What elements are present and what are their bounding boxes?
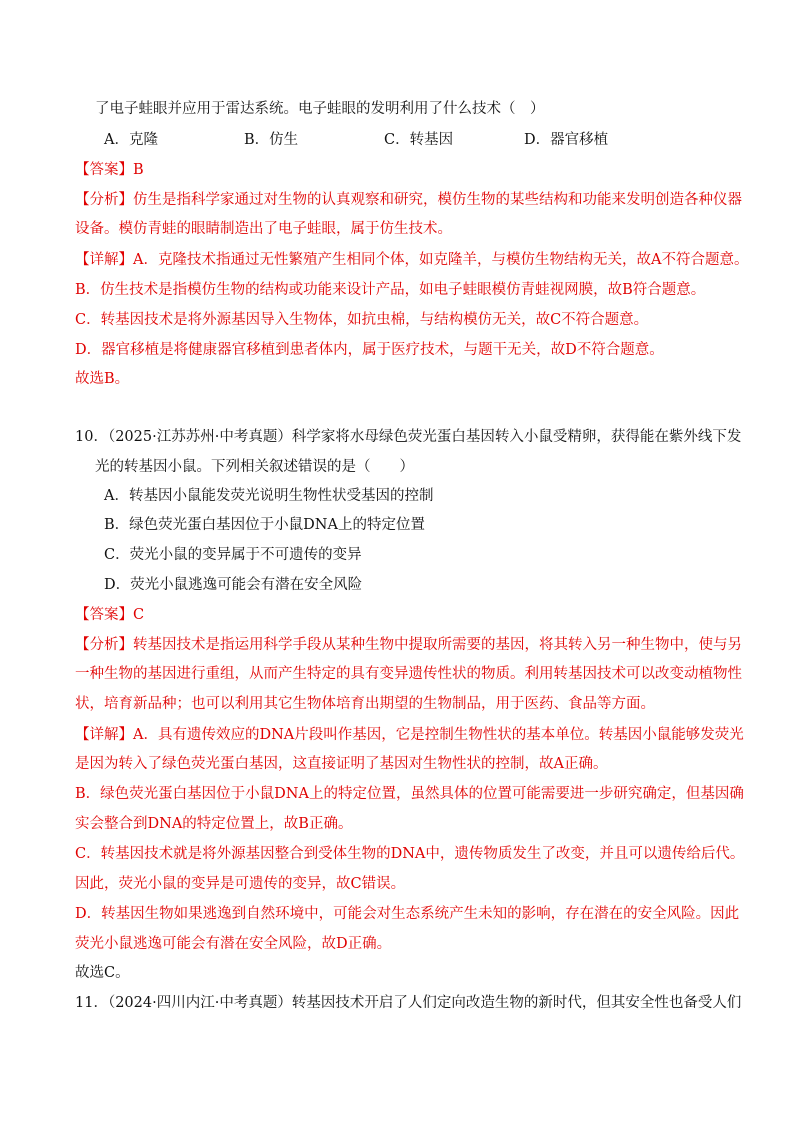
q9-analysis-line-2: 设备。模仿青蛙的眼睛制造出了电子蛙眼，属于仿生技术。 (75, 221, 452, 237)
q9-options (104, 130, 664, 150)
q10-analysis-line-2: 一种生物的基因进行重组，从而产生特定的具有变异遗传性状的物质。利用转基因技术可以改变动植物性 (75, 666, 742, 682)
q9-answer: 【答案】B (75, 162, 144, 178)
q10-option-a: A．转基因小鼠能发荧光说明生物性状受基因的控制 (104, 488, 434, 504)
q10-option-b: B．绿色荧光蛋白基因位于小鼠DNA上的特定位置 (104, 517, 425, 533)
q9-option-a: A．克隆 (104, 132, 158, 148)
q10-detail-b-line-1: B．绿色荧光蛋白基因位于小鼠DNA上的特定位置，虽然具体的位置可能需要进一步研究确定，但基因确 (75, 786, 744, 802)
q10-stem-line-1: 10．（2025·江苏苏州·中考真题）科学家将水母绿色荧光蛋白基因转入小鼠受精卵，获得能在紫外线下发 (75, 429, 742, 445)
q9-detail-b: B．仿生技术是指模仿生物的结构或功能来设计产品，如电子蛙眼模仿青蛙视网膜，故B符合题意。 (75, 282, 706, 298)
q9-conclusion: 故选B。 (75, 371, 130, 387)
q10-detail-c-line-1: C．转基因技术就是将外源基因整合到受体生物的DNA中，遗传物质发生了改变，并且可以遗传给后代。 (75, 846, 745, 862)
q10-conclusion: 故选C。 (75, 965, 130, 981)
q10-detail-c-line-2: 因此，荧光小鼠的变异是可遗传的变异，故C错误。 (75, 876, 406, 892)
q9-option-c: C．转基因 (384, 132, 454, 148)
q10-detail-a-line-1: 【详解】A．具有遗传效应的DNA片段叫作基因，它是控制生物性状的基本单位。转基因小鼠能够发荧光 (75, 727, 744, 743)
q10-detail-a-line-2: 是因为转入了绿色荧光蛋白基因，这直接证明了基因对生物性状的控制，故A正确。 (75, 756, 608, 772)
q9-option-b: B．仿生 (244, 132, 299, 148)
q9-detail-d: D．器官移植是将健康器官移植到患者体内，属于医疗技术，与题干无关，故D不符合题意。 (75, 342, 664, 358)
q9-analysis-line-1: 【分析】仿生是指科学家通过对生物的认真观察和研究，模仿生物的某些结构和功能来发明创造各种仪器 (75, 192, 742, 208)
q10-detail-d-line-1: D．转基因生物如果逃逸到自然环境中，可能会对生态系统产生未知的影响，存在潜在的安全风险。因此 (75, 906, 740, 922)
q10-detail-b-line-2: 实会整合到DNA的特定位置上，故B正确。 (75, 816, 353, 832)
q10-option-c: C．荧光小鼠的变异属于不可遗传的变异 (104, 547, 362, 563)
q9-option-d: D．器官移植 (524, 132, 609, 148)
q10-answer: 【答案】C (75, 607, 145, 623)
q10-analysis-line-3: 状，培育新品种；也可以利用其它生物体培育出期望的生物制品，用于医药、食品等方面。 (75, 696, 655, 712)
q11-stem-line-1: 11．（2024·四川内江·中考真题）转基因技术开启了人们定向改造生物的新时代，但其安全性也备受人们 (75, 995, 742, 1011)
q10-detail-d-line-2: 荧光小鼠逃逸可能会有潜在安全风险，故D正确。 (75, 936, 392, 952)
q10-stem-line-2: 光的转基因小鼠。下列相关叙述错误的是（ ） (95, 459, 414, 475)
q9-detail-a: 【详解】A．克隆技术指通过无性繁殖产生相同个体，如克隆羊，与模仿生物结构无关，故A不符合题意。 (75, 252, 749, 268)
q9-stem-tail: 了电子蛙眼并应用于雷达系统。电子蛙眼的发明利用了什么技术（ ） (95, 101, 545, 117)
q10-option-d: D．荧光小鼠逃逸可能会有潜在安全风险 (104, 577, 363, 593)
q10-analysis-line-1: 【分析】转基因技术是指运用科学手段从某种生物中提取所需要的基因，将其转入另一种生物中，使与另 (75, 637, 742, 653)
q9-detail-c: C．转基因技术是将外源基因导入生物体，如抗虫棉，与结构模仿无关，故C不符合题意。 (75, 312, 649, 328)
